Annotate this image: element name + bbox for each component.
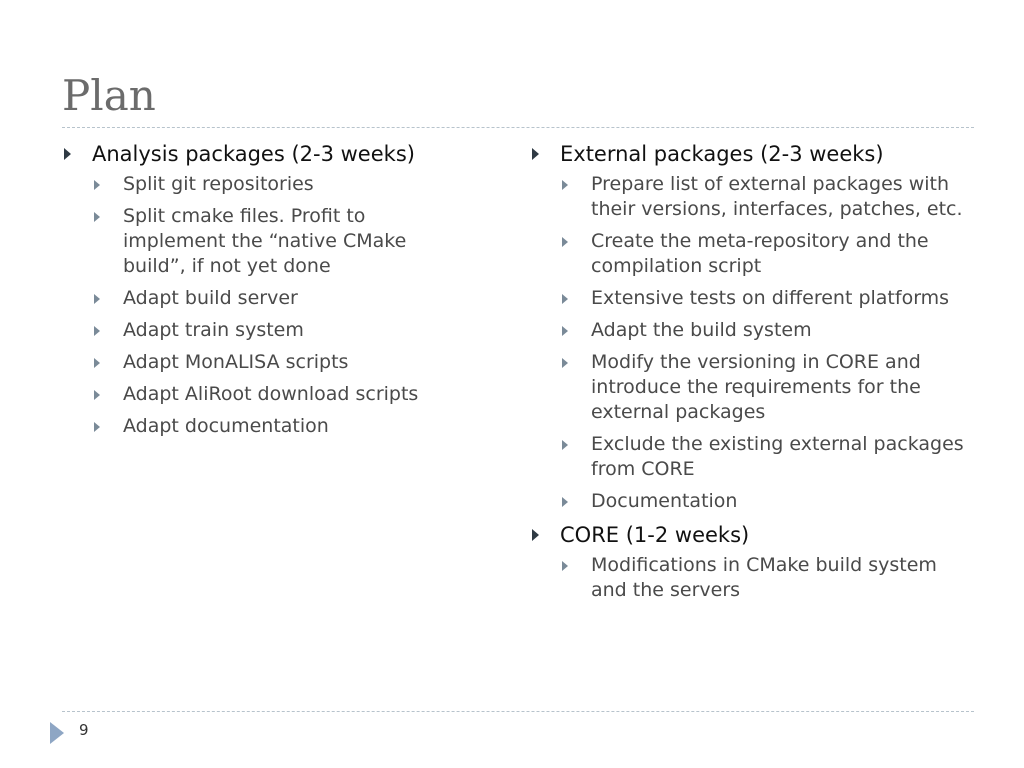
sub-bullet-text: Create the meta-repository and the compilation script (591, 230, 929, 277)
sub-bullet (92, 318, 472, 343)
sub-bullet (560, 172, 970, 222)
bullet-arrow-icon (94, 180, 100, 190)
sub-list (560, 553, 970, 603)
sub-bullet-text: Exclude the existing external packages from CORE (591, 433, 964, 480)
bullet-arrow-icon (94, 358, 100, 368)
sub-bullet (92, 286, 472, 311)
bullet-analysis-packages (62, 140, 472, 439)
sub-bullet (560, 432, 970, 482)
sub-bullet (92, 172, 472, 197)
sub-bullet-text: Adapt build server (123, 287, 298, 309)
bullet-arrow-icon (94, 390, 100, 400)
sub-bullet-text: Adapt the build system (591, 319, 812, 341)
footer-arrow-icon (50, 722, 64, 744)
sub-bullet-text: Split git repositories (123, 173, 314, 195)
sub-bullet (92, 414, 472, 439)
sub-bullet-text: Adapt documentation (123, 415, 329, 437)
slide-number: 9 (79, 721, 89, 739)
sub-bullet (560, 286, 970, 311)
bullet-arrow-icon (94, 326, 100, 336)
bullet-arrow-icon (562, 180, 568, 190)
sub-bullet (560, 553, 970, 603)
sub-bullet (92, 350, 472, 375)
bullet-arrow-icon (562, 237, 568, 247)
sub-bullet (92, 382, 472, 407)
bullet-arrow-icon (562, 561, 568, 571)
sub-bullet-text: Extensive tests on different platforms (591, 287, 950, 309)
sub-bullet-text: Modifications in CMake build system and the servers (591, 554, 937, 601)
sub-bullet (560, 489, 970, 514)
bullet-arrow-icon (562, 294, 568, 304)
sub-bullet (560, 318, 970, 343)
bullet-arrow-icon (94, 294, 100, 304)
sub-bullet-text: Split cmake files. Profit to implement the “native CMake build”, if not yet done (123, 205, 407, 277)
sub-bullet (560, 350, 970, 425)
sub-bullet (92, 204, 472, 279)
bullet-arrow-icon (562, 358, 568, 368)
sub-bullet-text: Prepare list of external packages with their versions, interfaces, patches, etc. (591, 173, 963, 220)
footer-divider (62, 711, 974, 712)
bullet-label: CORE (1-2 weeks) (560, 523, 750, 547)
bullet-arrow-icon (562, 497, 568, 507)
right-column (530, 140, 970, 610)
bullet-arrow-icon (94, 422, 100, 432)
sub-bullet-text: Adapt MonALISA scripts (123, 351, 349, 373)
bullet-label: Analysis packages (2-3 weeks) (92, 142, 415, 166)
sub-list (560, 172, 970, 514)
bullet-label: External packages (2-3 weeks) (560, 142, 884, 166)
left-column (62, 140, 472, 446)
sub-bullet-text: Adapt train system (123, 319, 304, 341)
bullet-external-packages (530, 140, 970, 514)
sub-bullet-text: Modify the versioning in CORE and introduce the requirements for the external packages (591, 351, 921, 423)
sub-bullet (560, 229, 970, 279)
bullet-arrow-icon (94, 212, 100, 222)
bullet-arrow-icon (64, 148, 71, 160)
bullet-arrow-icon (562, 326, 568, 336)
sub-list (92, 172, 472, 439)
slide-title: Plan (62, 71, 156, 120)
bullet-arrow-icon (532, 529, 539, 541)
bullet-core (530, 521, 970, 603)
title-divider (62, 127, 974, 128)
sub-bullet-text: Documentation (591, 490, 738, 512)
bullet-arrow-icon (562, 440, 568, 450)
sub-bullet-text: Adapt AliRoot download scripts (123, 383, 419, 405)
bullet-arrow-icon (532, 148, 539, 160)
